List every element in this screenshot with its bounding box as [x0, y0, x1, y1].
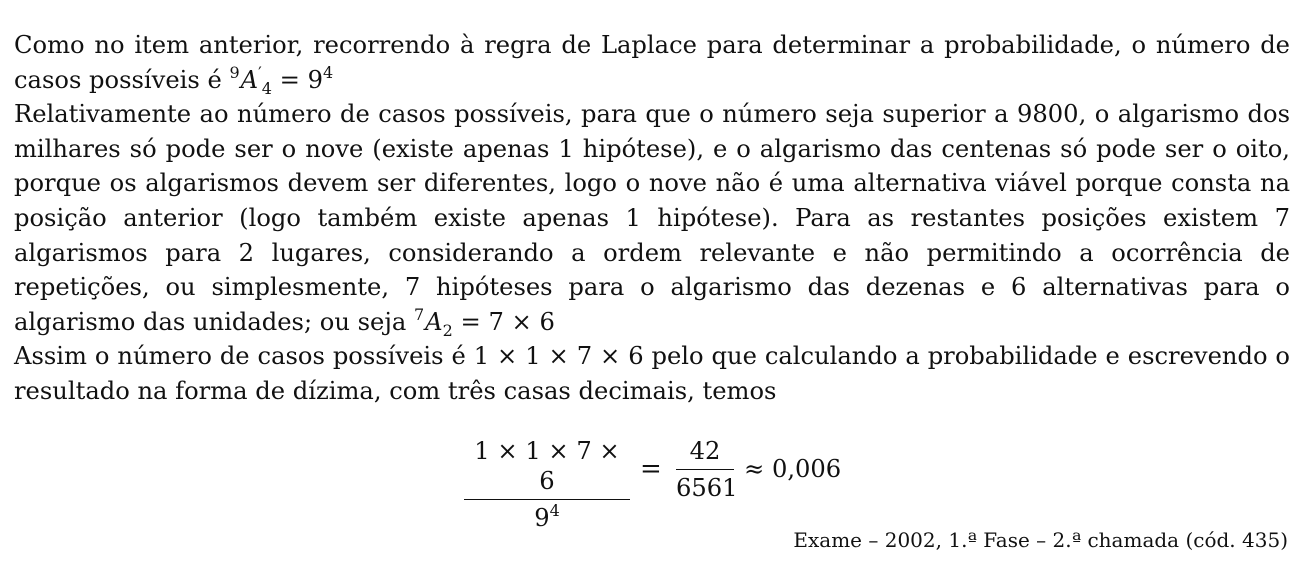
- paragraph-laplace-text: Como no item anterior, recorrendo à regra de Laplace para determinar a probabilidade, o número de casos possíveis é: [14, 31, 1290, 94]
- exam-citation: Exame – 2002, 1.ª Fase – 2.ª chamada (cód. 435): [793, 528, 1288, 552]
- fraction-left-denominator: $9^4$: [534, 501, 560, 532]
- arrangement-formula-units: $^7A_2 = 7 \times 6$: [413, 304, 555, 340]
- fraction-right: [676, 436, 738, 503]
- arrangement-formula: $^9A'_4 = 9^4$: [229, 62, 334, 98]
- document-body: [14, 28, 1290, 409]
- fraction-left-numerator: 1 × 1 × 7 × 6: [474, 437, 620, 495]
- approximate-result: ≈ 0,006: [744, 455, 842, 483]
- paragraph-favorable-cases: [14, 97, 1290, 339]
- paragraph-laplace: [14, 28, 1290, 97]
- equals-sign: =: [640, 454, 662, 484]
- fraction-right-denominator: 6561: [676, 474, 738, 502]
- probability-equation: [0, 432, 1304, 532]
- fraction-right-numerator: 42: [689, 437, 721, 465]
- paragraph-favorable-text: Relativamente ao número de casos possíveis, para que o número seja superior a 9800, o algarismo dos milhares só pode ser o nove (existe apenas 1 hipótese), e o algarismo das centenas só pode ser o oito, porque os algarismos devem ser diferentes, logo o nove não é uma alternativa viável porque consta na posição anterior (logo também existe apenas 1 hipótese). Para as restantes posições existem 7 algarismos para 2 lugares, considerando a ordem relevante e não permitindo a ocorrência de repetições, ou simplesmente, 7 hipóteses para o algarismo das dezenas e 6 alternativas para o algarismo das unidades; ou seja: [14, 100, 1290, 336]
- paragraph-conclusion: Assim o número de casos possíveis é 1 × 1 × 7 × 6 pelo que calculando a probabilidade e escrevendo o resultado na forma de dízima, com três casas decimais, temos: [14, 342, 1290, 405]
- fraction-left: [464, 436, 630, 533]
